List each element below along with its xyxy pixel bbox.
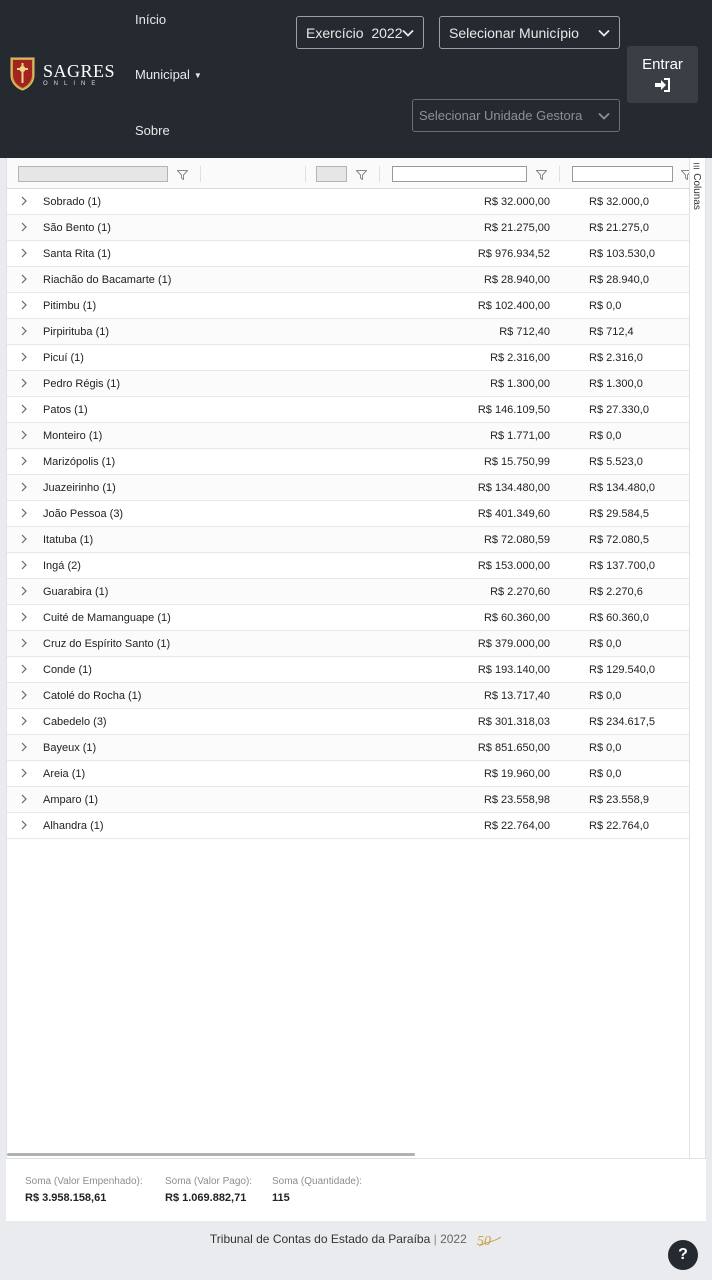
row-municipio: Pedro Régis (1) — [43, 378, 121, 390]
expand-chevron-icon[interactable] — [20, 274, 28, 284]
expand-chevron-icon[interactable] — [20, 300, 28, 310]
top-header — [0, 0, 712, 158]
expand-chevron-icon[interactable] — [20, 326, 28, 336]
row-valor-pago-text: R$ 0,0 — [589, 430, 622, 442]
expand-chevron-icon[interactable] — [20, 664, 28, 674]
footer-org: Tribunal de Contas do Estado da Paraíba — [209, 1232, 431, 1247]
table-row[interactable] — [7, 527, 689, 553]
row-municipio: Cabedelo (3) — [43, 716, 107, 728]
table-row[interactable] — [7, 345, 689, 371]
row-municipio: Guarabira (1) — [43, 586, 109, 598]
sum-pago-label: Soma (Valor Pago): — [165, 1176, 253, 1187]
row-municipio: Bayeux (1) — [43, 742, 97, 754]
row-valor-pago-text: R$ 137.700,0 — [589, 560, 656, 572]
quantity-filter-input[interactable] — [316, 166, 347, 182]
sign-in-icon — [655, 78, 671, 92]
row-valor-pago — [589, 404, 689, 416]
row-municipio: Santa Rita (1) — [43, 248, 111, 260]
row-valor-pago — [589, 820, 689, 832]
row-valor-pago — [589, 508, 689, 520]
row-municipio: Conde (1) — [43, 664, 92, 676]
table-row[interactable] — [7, 605, 689, 631]
row-valor-pago-text: R$ 0,0 — [589, 742, 622, 754]
data-grid — [6, 158, 706, 1158]
row-valor-pago-text: R$ 0,0 — [589, 300, 622, 312]
expand-chevron-icon[interactable] — [20, 612, 28, 622]
horizontal-scrollbar[interactable] — [7, 1153, 415, 1156]
expand-chevron-icon[interactable] — [20, 248, 28, 258]
table-row[interactable] — [7, 371, 689, 397]
table-row[interactable] — [7, 501, 689, 527]
table-row[interactable] — [7, 475, 689, 501]
sum-quantidade — [272, 1176, 362, 1204]
row-valor-pago-text: R$ 32.000,0 — [589, 196, 649, 208]
row-valor-empenhado: R$ 301.318,03 — [477, 716, 550, 728]
row-valor-pago — [589, 560, 689, 572]
row-municipio: Sobrado (1) — [43, 196, 102, 208]
nav-sobre[interactable]: Sobre — [135, 123, 170, 138]
row-valor-pago — [589, 742, 689, 754]
row-valor-pago — [589, 456, 689, 468]
column-separator — [379, 166, 380, 182]
expand-chevron-icon[interactable] — [20, 482, 28, 492]
row-valor-pago-text: R$ 29.584,5 — [589, 508, 649, 520]
row-municipio: Marizópolis (1) — [43, 456, 116, 468]
table-row[interactable] — [7, 449, 689, 475]
row-valor-pago — [589, 300, 689, 312]
row-valor-pago — [589, 638, 689, 650]
row-municipio: Cuité de Mamanguape (1) — [43, 612, 171, 624]
column-separator — [200, 166, 201, 182]
table-row[interactable] — [7, 631, 689, 657]
chevron-down-icon — [597, 109, 611, 123]
row-municipio: Pirpirituba (1) — [43, 326, 110, 338]
row-valor-empenhado: R$ 15.750,99 — [483, 456, 550, 468]
row-valor-pago-text: R$ 234.617,5 — [589, 716, 656, 728]
row-valor-pago-text: R$ 129.540,0 — [589, 664, 656, 676]
row-valor-empenhado: R$ 102.400,00 — [477, 300, 550, 312]
expand-chevron-icon[interactable] — [20, 196, 28, 206]
row-valor-empenhado: R$ 379.000,00 — [477, 638, 550, 650]
row-valor-pago — [589, 274, 689, 286]
row-valor-pago — [589, 222, 689, 234]
row-valor-pago — [589, 482, 689, 494]
row-valor-pago — [589, 612, 689, 624]
sum-pago — [165, 1176, 252, 1204]
table-row[interactable] — [7, 813, 689, 839]
row-municipio: Catolé do Rocha (1) — [43, 690, 142, 702]
columns-side-panel — [689, 158, 706, 1158]
expand-chevron-icon[interactable] — [20, 768, 28, 778]
row-municipio: Alhandra (1) — [43, 820, 104, 832]
row-valor-empenhado: R$ 1.300,00 — [490, 378, 550, 390]
aggregation-footer — [6, 1158, 706, 1221]
filter-icon[interactable] — [536, 170, 547, 180]
shield-logo-icon — [10, 57, 35, 91]
municipio-placeholder: Selecionar Município — [449, 24, 579, 41]
nav-inicio[interactable]: Início — [135, 12, 167, 27]
column-separator — [305, 166, 306, 182]
help-button[interactable]: ? — [668, 1240, 698, 1270]
row-valor-empenhado: R$ 146.109,50 — [477, 404, 550, 416]
unidade-placeholder: Selecionar Unidade Gestora — [419, 108, 583, 123]
row-municipio: Pitimbu (1) — [43, 300, 97, 312]
grid-rows — [7, 189, 689, 839]
row-municipio: Ingá (2) — [43, 560, 81, 572]
row-valor-pago — [589, 430, 689, 442]
expand-chevron-icon[interactable] — [20, 794, 28, 804]
column-separator — [559, 166, 560, 182]
row-valor-pago — [589, 378, 689, 390]
table-row[interactable] — [7, 267, 689, 293]
table-row[interactable] — [7, 683, 689, 709]
row-valor-empenhado: R$ 32.000,00 — [483, 196, 550, 208]
columns-panel-toggle[interactable] — [691, 162, 702, 210]
row-municipio: Amparo (1) — [43, 794, 99, 806]
table-row[interactable] — [7, 761, 689, 787]
row-valor-empenhado: R$ 13.717,40 — [483, 690, 550, 702]
row-municipio: Patos (1) — [43, 404, 88, 416]
row-valor-pago-text: R$ 21.275,0 — [589, 222, 649, 234]
expand-chevron-icon[interactable] — [20, 222, 28, 232]
row-valor-pago-text: R$ 0,0 — [589, 638, 622, 650]
row-municipio: Juazeirinho (1) — [43, 482, 116, 494]
row-municipio: Picuí (1) — [43, 352, 84, 364]
sum-quantidade-label: Soma (Quantidade): — [272, 1176, 363, 1187]
nav-municipal[interactable] — [135, 67, 202, 82]
pago-filter-input[interactable] — [572, 166, 673, 182]
sum-pago-value: R$ 1.069.882,71 — [165, 1192, 247, 1204]
expand-chevron-icon[interactable] — [20, 716, 28, 726]
page-footer — [0, 1232, 712, 1248]
login-label: Entrar — [642, 56, 683, 73]
sum-quantidade-value: 115 — [272, 1192, 290, 1204]
row-valor-pago-text: R$ 60.360,0 — [589, 612, 649, 624]
table-row[interactable] — [7, 293, 689, 319]
row-valor-empenhado: R$ 851.650,00 — [477, 742, 550, 754]
footer-year: 2022 — [440, 1232, 467, 1247]
row-valor-pago — [589, 248, 689, 260]
row-valor-empenhado: R$ 19.960,00 — [483, 768, 550, 780]
row-municipio: João Pessoa (3) — [43, 508, 124, 520]
row-valor-pago — [589, 768, 689, 780]
row-valor-pago — [589, 794, 689, 806]
chevron-down-icon — [597, 26, 611, 40]
row-valor-empenhado: R$ 153.000,00 — [477, 560, 550, 572]
chevron-down-icon — [401, 26, 415, 40]
table-row[interactable] — [7, 189, 689, 215]
table-row[interactable] — [7, 397, 689, 423]
row-municipio: Riachão do Bacamarte (1) — [43, 274, 172, 286]
anniversary-logo-icon — [476, 1232, 502, 1248]
row-valor-pago-text: R$ 0,0 — [589, 768, 622, 780]
expand-chevron-icon[interactable] — [20, 378, 28, 388]
table-row[interactable] — [7, 215, 689, 241]
row-valor-pago-text: R$ 28.940,0 — [589, 274, 649, 286]
expand-chevron-icon[interactable] — [20, 404, 28, 414]
caret-down-icon: ▼ — [193, 71, 202, 81]
table-row[interactable] — [7, 319, 689, 345]
row-valor-pago-text: R$ 103.530,0 — [589, 248, 656, 260]
row-valor-pago — [589, 196, 689, 208]
municipio-select[interactable] — [439, 16, 620, 49]
footer-separator: | — [430, 1232, 441, 1247]
nav-municipal-label: Municipal — [135, 67, 190, 82]
row-valor-pago — [589, 716, 689, 728]
row-valor-pago-text: R$ 27.330,0 — [589, 404, 649, 416]
expand-chevron-icon[interactable] — [20, 742, 28, 752]
row-valor-pago-text: R$ 1.300,0 — [589, 378, 643, 390]
sum-empenhado — [25, 1176, 143, 1204]
expand-chevron-icon[interactable] — [20, 690, 28, 700]
row-valor-empenhado: R$ 2.270,60 — [490, 586, 550, 598]
row-valor-pago — [589, 664, 689, 676]
table-row[interactable] — [7, 787, 689, 813]
unidade-gestora-select[interactable] — [412, 99, 620, 132]
row-valor-empenhado: R$ 23.558,98 — [483, 794, 550, 806]
exercicio-select[interactable] — [296, 16, 424, 49]
expand-chevron-icon[interactable] — [20, 586, 28, 596]
row-valor-empenhado: R$ 2.316,00 — [490, 352, 550, 364]
exercicio-value: Exercício 2022 — [306, 24, 403, 41]
expand-chevron-icon[interactable] — [20, 534, 28, 544]
row-valor-pago-text: R$ 5.523,0 — [589, 456, 643, 468]
row-valor-empenhado: R$ 134.480,00 — [477, 482, 550, 494]
expand-chevron-icon[interactable] — [20, 638, 28, 648]
row-valor-empenhado: R$ 22.764,00 — [483, 820, 550, 832]
row-valor-empenhado: R$ 72.080,59 — [483, 534, 550, 546]
row-valor-pago-text: R$ 134.480,0 — [589, 482, 656, 494]
row-valor-pago — [589, 586, 689, 598]
expand-chevron-icon[interactable] — [20, 820, 28, 830]
expand-chevron-icon[interactable] — [20, 430, 28, 440]
row-municipio: São Bento (1) — [43, 222, 111, 234]
sum-empenhado-label: Soma (Valor Empenhado): — [25, 1176, 143, 1187]
svg-text:50: 50 — [477, 1234, 492, 1248]
row-valor-pago — [589, 326, 689, 338]
row-municipio: Areia (1) — [43, 768, 86, 780]
row-valor-empenhado: R$ 1.771,00 — [490, 430, 550, 442]
name-filter-input[interactable] — [18, 166, 168, 182]
row-valor-pago-text: R$ 0,0 — [589, 690, 622, 702]
sagres-logo[interactable] — [10, 57, 115, 91]
table-row[interactable] — [7, 579, 689, 605]
sum-empenhado-value: R$ 3.958.158,61 — [25, 1192, 107, 1204]
expand-chevron-icon[interactable] — [20, 508, 28, 518]
row-valor-pago-text: R$ 72.080,5 — [589, 534, 649, 546]
row-valor-empenhado: R$ 712,40 — [499, 326, 550, 338]
row-valor-pago-text: R$ 23.558,9 — [589, 794, 649, 806]
filter-icon[interactable] — [177, 170, 188, 180]
expand-chevron-icon[interactable] — [20, 560, 28, 570]
filter-icon[interactable] — [356, 170, 367, 180]
empenhado-filter-input[interactable] — [392, 166, 527, 182]
row-valor-pago-text: R$ 2.316,0 — [589, 352, 643, 364]
row-municipio: Itatuba (1) — [43, 534, 94, 546]
row-valor-empenhado: R$ 28.940,00 — [483, 274, 550, 286]
table-row[interactable] — [7, 423, 689, 449]
row-municipio: Cruz do Espírito Santo (1) — [43, 638, 171, 650]
expand-chevron-icon[interactable] — [20, 352, 28, 362]
menu-icon: ☰ — [692, 162, 701, 174]
row-valor-empenhado: R$ 976.934,52 — [477, 248, 550, 260]
brand-subtitle: ONLINE — [43, 80, 102, 87]
row-valor-empenhado: R$ 193.140,00 — [477, 664, 550, 676]
table-row[interactable] — [7, 735, 689, 761]
table-row[interactable] — [7, 241, 689, 267]
row-municipio: Monteiro (1) — [43, 430, 103, 442]
row-valor-pago-text: R$ 2.270,6 — [589, 586, 643, 598]
login-button[interactable] — [627, 46, 698, 103]
table-row[interactable] — [7, 657, 689, 683]
row-valor-pago — [589, 534, 689, 546]
columns-label: Colunas — [691, 173, 702, 210]
brand-title: SAGRES — [43, 60, 116, 81]
row-valor-pago-text: R$ 22.764,0 — [589, 820, 649, 832]
row-valor-pago — [589, 690, 689, 702]
table-row[interactable] — [7, 709, 689, 735]
row-valor-pago-text: R$ 712,4 — [589, 326, 634, 338]
row-valor-pago — [589, 352, 689, 364]
row-valor-empenhado: R$ 60.360,00 — [483, 612, 550, 624]
expand-chevron-icon[interactable] — [20, 456, 28, 466]
row-valor-empenhado: R$ 21.275,00 — [483, 222, 550, 234]
filter-row — [7, 158, 689, 189]
table-row[interactable] — [7, 553, 689, 579]
row-valor-empenhado: R$ 401.349,60 — [477, 508, 550, 520]
